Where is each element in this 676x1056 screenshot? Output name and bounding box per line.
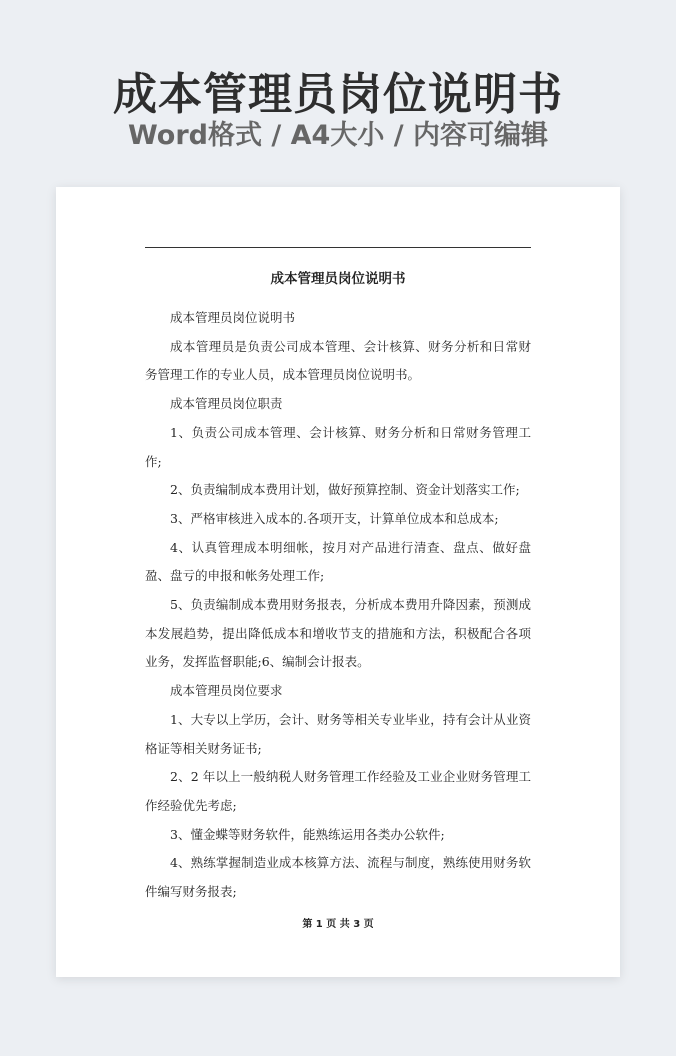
duty-item-3: 3、严格审核进入成本的.各项开支，计算单位成本和总成本; [170,510,499,526]
banner-subtitle: Word格式 / A4大小 / 内容可编辑 [127,120,549,151]
document-title: 成本管理员岗位说明书 [270,271,406,287]
page-number: 第 1 页 共 3 页 [302,919,374,930]
requirement-item-1: 1、大专以上学历，会计、财务等相关专业毕业，持有会计从业资格证等相关财务证书; [145,711,531,756]
requirement-item-2: 2、2 年以上一般纳税人财务管理工作经验及工业企业财务管理工作经验优先考虑; [145,769,531,813]
paragraph-intro-heading: 成本管理员岗位说明书 [170,310,296,325]
duty-item-2: 2、负责编制成本费用计划，做好预算控制、资金计划落实工作; [170,482,520,498]
duty-item-4: 4、认真管理成本明细帐，按月对产品进行清查、盘点、做好盘盈、盘亏的申报和帐务处理工作; [145,539,531,584]
requirement-item-3: 3、懂金蝶等财务软件，能熟练运用各类办公软件; [170,826,445,842]
document-page [56,187,620,977]
requirement-item-4: 4、熟练掌握制造业成本核算方法、流程与制度，熟练使用财务软件编写财务报表; [145,855,531,900]
duty-item-1: 1、负责公司成本管理、会计核算、财务分析和日常财务管理工作; [145,424,531,469]
document-body [145,304,531,907]
banner-title: 成本管理员岗位说明书 [113,69,563,120]
section-heading-duties: 成本管理员岗位职责 [170,396,283,412]
section-heading-requirements: 成本管理员岗位要求 [170,683,283,699]
paragraph-intro: 成本管理员是负责公司成本管理、会计核算、财务分析和日常财务管理工作的专业人员，成本管理员岗位说明书。 [145,338,531,383]
duty-item-5: 5、负责编制成本费用财务报表，分析成本费用升降因素，预测成本发展趋势，提出降低成本和增收节支的措施和方法，积极配合各项业务，发挥监督职能;6、编制会计报表。 [145,597,531,670]
header-rule [145,247,531,248]
